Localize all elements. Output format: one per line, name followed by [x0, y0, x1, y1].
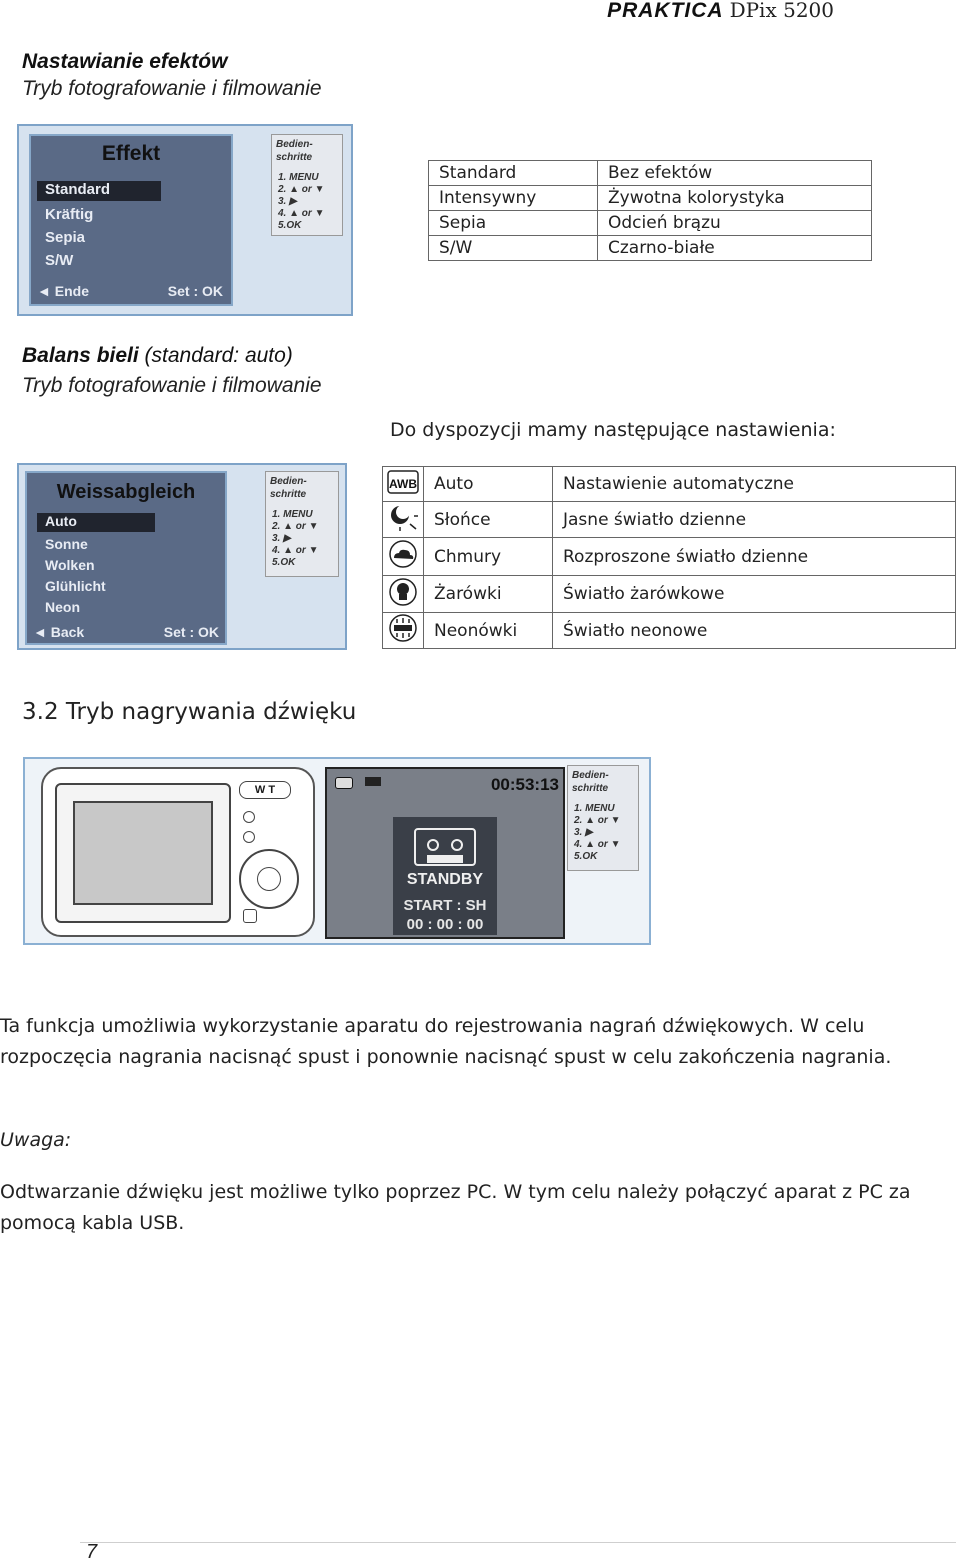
table-row	[383, 538, 956, 576]
audio-lcd	[325, 767, 565, 939]
wb-screen-frame	[17, 463, 347, 650]
effect-desc: Odcień brązu	[598, 211, 872, 236]
wb-desc: Rozproszone światło dzienne	[553, 538, 956, 576]
awb-icon	[386, 468, 420, 496]
wb-lcd	[25, 471, 227, 645]
wb-guide-step-5: 5.OK	[272, 557, 296, 568]
effects-subtitle: Tryb fotografowanie i filmowanie	[22, 77, 322, 100]
zoom-button	[239, 781, 291, 799]
camera-lcd-screen	[73, 801, 213, 905]
effects-table	[428, 160, 872, 261]
wb-lcd-footer-left: ◄ Back	[33, 624, 85, 640]
audio-guide-title: Bedien-schritte	[572, 770, 609, 794]
wb-name: Słońce	[424, 502, 553, 538]
camera-back	[41, 767, 315, 937]
table-row	[383, 613, 956, 649]
sun-icon	[386, 502, 420, 532]
wb-title-bold: Balans bieli	[22, 344, 139, 367]
effect-name: S/W	[429, 236, 598, 261]
bulb-icon	[386, 577, 420, 607]
effects-lcd-heading: Effekt	[101, 142, 161, 165]
brand-model: DPix 5200	[729, 0, 834, 22]
note-text: Odtwarzanie dźwięku jest możliwe tylko poprzez PC. W tym celu należy połączyć aparat z PC za pomocą kabla USB.	[0, 1181, 911, 1234]
wb-title-rest: (standard: auto)	[138, 344, 293, 367]
effect-desc: Żywotna kolorystyka	[598, 186, 872, 211]
wb-lcd-item-selected	[37, 513, 155, 532]
effect-name: Intensywny	[429, 186, 598, 211]
brand-logo: PRAKTICA	[607, 0, 724, 22]
wb-icon-cell	[383, 576, 424, 613]
table-row	[429, 161, 872, 186]
audio-timer: 00:53:13	[490, 775, 559, 794]
wb-guide-step-4: 4. ▲ or ▼	[272, 545, 319, 556]
effects-lcd-item-sepia: Sepia	[45, 229, 86, 246]
wb-icon-cell	[383, 502, 424, 538]
wb-lcd-item-neon: Neon	[45, 599, 80, 615]
audio-heading: 3.2 Tryb nagrywania dźwięku	[22, 699, 357, 725]
effects-lcd-item-kraftig: Kräftig	[45, 206, 94, 223]
wb-desc: Jasne światło dzienne	[553, 502, 956, 538]
cloud-icon	[386, 539, 420, 569]
tape-indicator-icon	[335, 777, 353, 789]
effects-lcd-item-selected	[37, 181, 161, 201]
brand-header	[607, 0, 834, 23]
audio-guide-step-4: 4. ▲ or ▼	[574, 839, 621, 850]
effects-guide-step-5: 5.OK	[278, 220, 302, 231]
note-label: Uwaga:	[0, 1129, 72, 1151]
audio-illustration-frame	[23, 757, 651, 945]
wb-icon-cell	[383, 538, 424, 576]
effects-guide-title: Bedien-schritte	[276, 139, 313, 163]
wb-guide-title: Bedien-schritte	[270, 476, 307, 500]
audio-start-hint: START : SH	[403, 897, 487, 914]
neon-icon	[386, 613, 420, 643]
playback-button-icon	[243, 909, 257, 923]
audio-paragraph: Ta funkcja umożliwia wykorzystanie aparatu do rejestrowania nagrań dźwiękowych. W celu rozpoczęcia nagrania nacisnąć spust i ponownie nacisnąć spust w celu zakończenia nagrania.	[0, 1015, 892, 1068]
cassette-icon	[413, 827, 477, 867]
wb-guide-step-1: 1. MENU	[272, 509, 313, 520]
footer-rule	[80, 1542, 956, 1543]
wb-name: Neonówki	[424, 613, 553, 649]
table-row	[429, 186, 872, 211]
effects-guide-step-1: 1. MENU	[278, 172, 319, 183]
effects-lcd-item-sw: S/W	[45, 252, 74, 269]
effect-desc: Bez efektów	[598, 161, 872, 186]
svg-text:AWB: AWB	[389, 476, 417, 491]
effects-lcd-footer-right: Set : OK	[167, 283, 223, 299]
wb-lcd-heading: Weissabgleich	[56, 481, 196, 503]
effects-screen-frame	[17, 124, 353, 316]
mode-button-icon	[243, 811, 255, 823]
audio-counter: 00 : 00 : 00	[406, 916, 484, 933]
table-row	[383, 502, 956, 538]
effects-title: Nastawianie efektów	[22, 50, 228, 73]
wb-lcd-item-sonne: Sonne	[45, 536, 88, 552]
audio-status: STANDBY	[406, 871, 484, 888]
wb-title	[22, 344, 293, 368]
wb-table	[382, 466, 956, 649]
page-number: 7	[86, 1541, 98, 1563]
effects-lcd	[29, 134, 233, 306]
wb-icon-cell	[383, 467, 424, 502]
wb-icon-cell	[383, 613, 424, 649]
wb-name: Żarówki	[424, 576, 553, 613]
audio-guide-step-3: 3. ▶	[574, 827, 593, 838]
effect-name: Sepia	[429, 211, 598, 236]
effects-guide-step-4: 4. ▲ or ▼	[278, 208, 325, 219]
table-row	[383, 467, 956, 502]
wb-subtitle: Tryb fotografowanie i filmowanie	[22, 374, 322, 397]
wb-intro: Do dyspozycji mamy następujące nastawienia:	[390, 419, 836, 441]
table-row	[383, 576, 956, 613]
effects-lcd-item-standard: Standard	[45, 181, 111, 198]
wb-guide-step-3: 3. ▶	[272, 533, 291, 544]
wb-guide-step-2: 2. ▲ or ▼	[272, 521, 319, 532]
wb-guide-panel	[265, 471, 339, 577]
effects-guide-step-3: 3. ▶	[278, 196, 297, 207]
audio-guide-step-5: 5.OK	[574, 851, 598, 862]
audio-guide-step-1: 1. MENU	[574, 803, 615, 814]
zoom-label: W T	[254, 784, 276, 796]
wb-lcd-item-auto: Auto	[45, 513, 77, 529]
effects-guide-step-2: 2. ▲ or ▼	[278, 184, 325, 195]
table-row	[429, 211, 872, 236]
dpad-icon	[239, 849, 299, 909]
wb-lcd-item-gluhlicht: Glühlicht	[45, 578, 106, 594]
battery-icon	[365, 777, 381, 786]
effects-lcd-footer-left: ◄ Ende	[37, 283, 89, 299]
effect-name: Standard	[429, 161, 598, 186]
camera-lcd-window	[55, 783, 231, 923]
wb-desc: Światło żarówkowe	[553, 576, 956, 613]
wb-name: Chmury	[424, 538, 553, 576]
audio-guide-step-2: 2. ▲ or ▼	[574, 815, 621, 826]
wb-desc: Nastawienie automatyczne	[553, 467, 956, 502]
menu-button-icon	[243, 831, 255, 843]
wb-name: Auto	[424, 467, 553, 502]
wb-desc: Światło neonowe	[553, 613, 956, 649]
table-row	[429, 236, 872, 261]
wb-lcd-footer-right: Set : OK	[163, 624, 219, 640]
effects-guide-panel	[271, 134, 343, 236]
effect-desc: Czarno-białe	[598, 236, 872, 261]
wb-lcd-item-wolken: Wolken	[45, 557, 95, 573]
audio-guide-panel	[567, 765, 639, 871]
